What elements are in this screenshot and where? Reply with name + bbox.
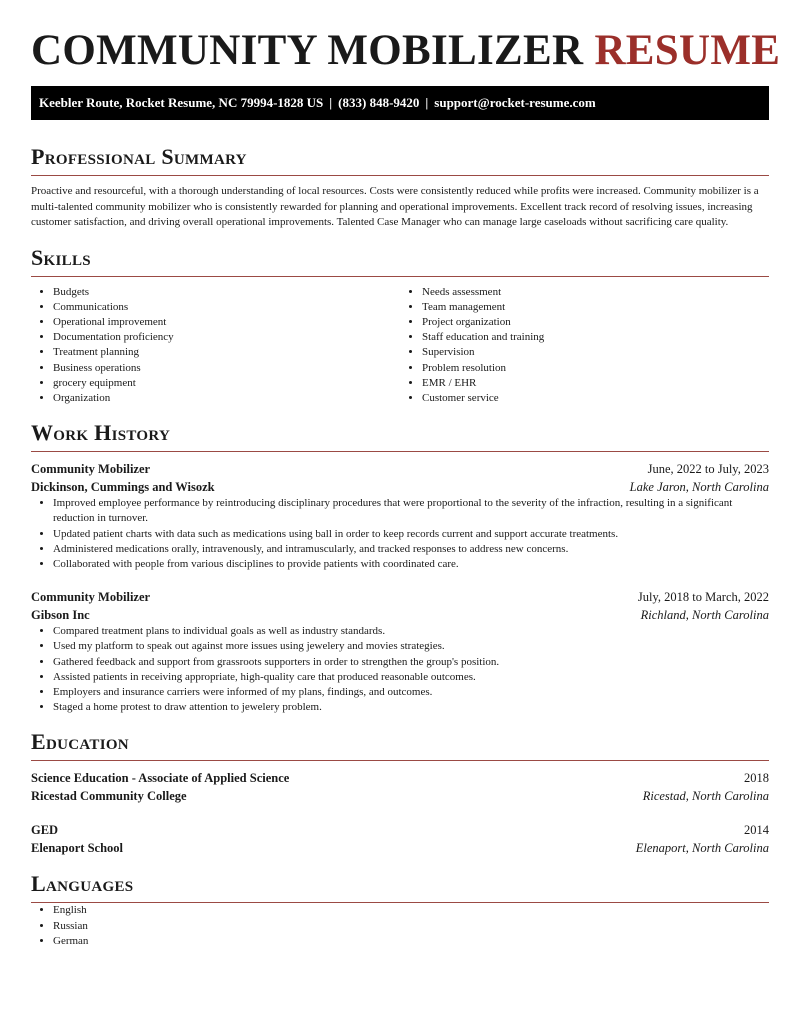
skill-item: • Documentation proficiency: [53, 330, 400, 345]
skill-item: • Budgets: [53, 285, 400, 300]
contact-phone: (833) 848-9420: [338, 95, 420, 110]
education-degree-row: [31, 769, 769, 787]
job-bullets: [31, 496, 769, 572]
job-bullet: • Updated patient charts with data such as medications using ball in order to keep records current and support accurate treatments.: [53, 527, 769, 542]
work-history-section: [31, 420, 769, 715]
skills-heading: Skills: [31, 245, 769, 277]
job-entry: [31, 588, 769, 715]
job-location: Lake Jaron, North Carolina: [629, 480, 769, 495]
skill-item: • Treatment planning: [53, 345, 400, 360]
skill-item: • Project organization: [422, 315, 769, 330]
skill-item: • grocery equipment: [53, 376, 400, 391]
job-position: Community Mobilizer: [31, 590, 151, 605]
work-history-heading: Work History: [31, 420, 769, 452]
skill-item: • Problem resolution: [422, 361, 769, 376]
contact-bar: [31, 86, 769, 120]
skill-item: • Team management: [422, 300, 769, 315]
job-bullet: • Employers and insurance carriers were informed of my plans, findings, and outcomes.: [53, 685, 769, 700]
summary-heading: Professional Summary: [31, 144, 769, 176]
resume-page: [31, 0, 781, 949]
job-company: Gibson Inc: [31, 608, 90, 623]
job-bullet: • Collaborated with people from various disciplines to provide patients with coordinated care.: [53, 557, 769, 572]
languages-list: [31, 903, 769, 949]
contact-separator: |: [329, 95, 333, 110]
education-entry: [31, 821, 769, 857]
job-bullet: • Gathered feedback and support from grassroots supporters in order to strengthen the group's position.: [53, 655, 769, 670]
skill-item: • Customer service: [422, 391, 769, 406]
skill-item: • Business operations: [53, 361, 400, 376]
education-section: [31, 729, 769, 857]
job-entry: [31, 460, 769, 572]
education-degree: Science Education - Associate of Applied Science: [31, 771, 290, 786]
language-item: • English: [53, 903, 769, 918]
language-item: • German: [53, 934, 769, 949]
skills-section: [31, 245, 769, 407]
job-bullet: • Used my platform to speak out against more issues using jewelery and movies strategies.: [53, 639, 769, 654]
summary-text: Proactive and resourceful, with a thorough understanding of local resources. Costs were consistently reduced while profits were increased. Community mobilizer is a multi-talented community mobilizer who is consistently rewarded for planning and operational improvements. Excellent track record of resolving issues, increasing customer satisfaction, and driving overall operational improvements. Talented Case Manager who can manage large caseloads without sacrificing care quality.: [31, 185, 759, 228]
job-bullet: • Administered medications orally, intravenously, and intramuscularly, and tracked responses to address new concerns.: [53, 542, 769, 557]
job-bullet: • Compared treatment plans to individual goals as well as industry standards.: [53, 624, 769, 639]
education-degree-row: [31, 821, 769, 839]
job-bullet: • Assisted patients in receiving appropriate, high-quality care that produced reasonable outcomes.: [53, 670, 769, 685]
education-year: 2018: [744, 771, 769, 786]
skill-item: • EMR / EHR: [422, 376, 769, 391]
job-dates: June, 2022 to July, 2023: [647, 462, 769, 477]
job-header-row: [31, 588, 769, 606]
education-school-row: [31, 787, 769, 805]
contact-address: Keebler Route, Rocket Resume, NC 79994-1828 US: [39, 95, 324, 110]
education-school: Elenaport School: [31, 841, 124, 856]
job-company-row: [31, 478, 769, 496]
job-position: Community Mobilizer: [31, 462, 151, 477]
skills-list-left: [31, 285, 400, 407]
job-location: Richland, North Carolina: [640, 608, 769, 623]
job-bullet: • Improved employee performance by reintroducing disciplinary procedures that were proportional to the severity of the infraction, resulting in a significant reduction in turnover.: [53, 496, 769, 526]
skills-column-right: [400, 285, 769, 407]
job-header-row: [31, 460, 769, 478]
education-heading: Education: [31, 729, 769, 761]
languages-section: [31, 871, 769, 949]
skill-item: • Needs assessment: [422, 285, 769, 300]
education-degree: GED: [31, 823, 59, 838]
job-bullets: [31, 624, 769, 715]
skill-item: • Staff education and training: [422, 330, 769, 345]
skill-item: • Supervision: [422, 345, 769, 360]
resume-title: [31, 27, 781, 75]
job-bullet: • Staged a home protest to draw attention to jewelery problem.: [53, 700, 769, 715]
education-entry: [31, 769, 769, 805]
contact-email[interactable]: support@rocket-resume.com: [434, 95, 596, 110]
title-accent: RESUME: [594, 27, 781, 74]
contact-separator: |: [425, 95, 429, 110]
education-school: Ricestad Community College: [31, 789, 187, 804]
job-company-row: [31, 606, 769, 624]
languages-heading: Languages: [31, 871, 769, 903]
title-main: COMMUNITY MOBILIZER: [31, 27, 584, 74]
job-dates: July, 2018 to March, 2022: [637, 590, 769, 605]
education-location: Elenaport, North Carolina: [635, 841, 769, 856]
education-year: 2014: [744, 823, 769, 838]
skill-item: • Communications: [53, 300, 400, 315]
language-item: • Russian: [53, 919, 769, 934]
education-school-row: [31, 839, 769, 857]
job-company: Dickinson, Cummings and Wisozk: [31, 480, 215, 495]
summary-section: [31, 144, 769, 231]
education-location: Ricestad, North Carolina: [642, 789, 769, 804]
skills-column-left: [31, 285, 400, 407]
skills-list-right: [400, 285, 769, 407]
skills-grid: [31, 285, 769, 407]
skill-item: • Organization: [53, 391, 400, 406]
skill-item: • Operational improvement: [53, 315, 400, 330]
